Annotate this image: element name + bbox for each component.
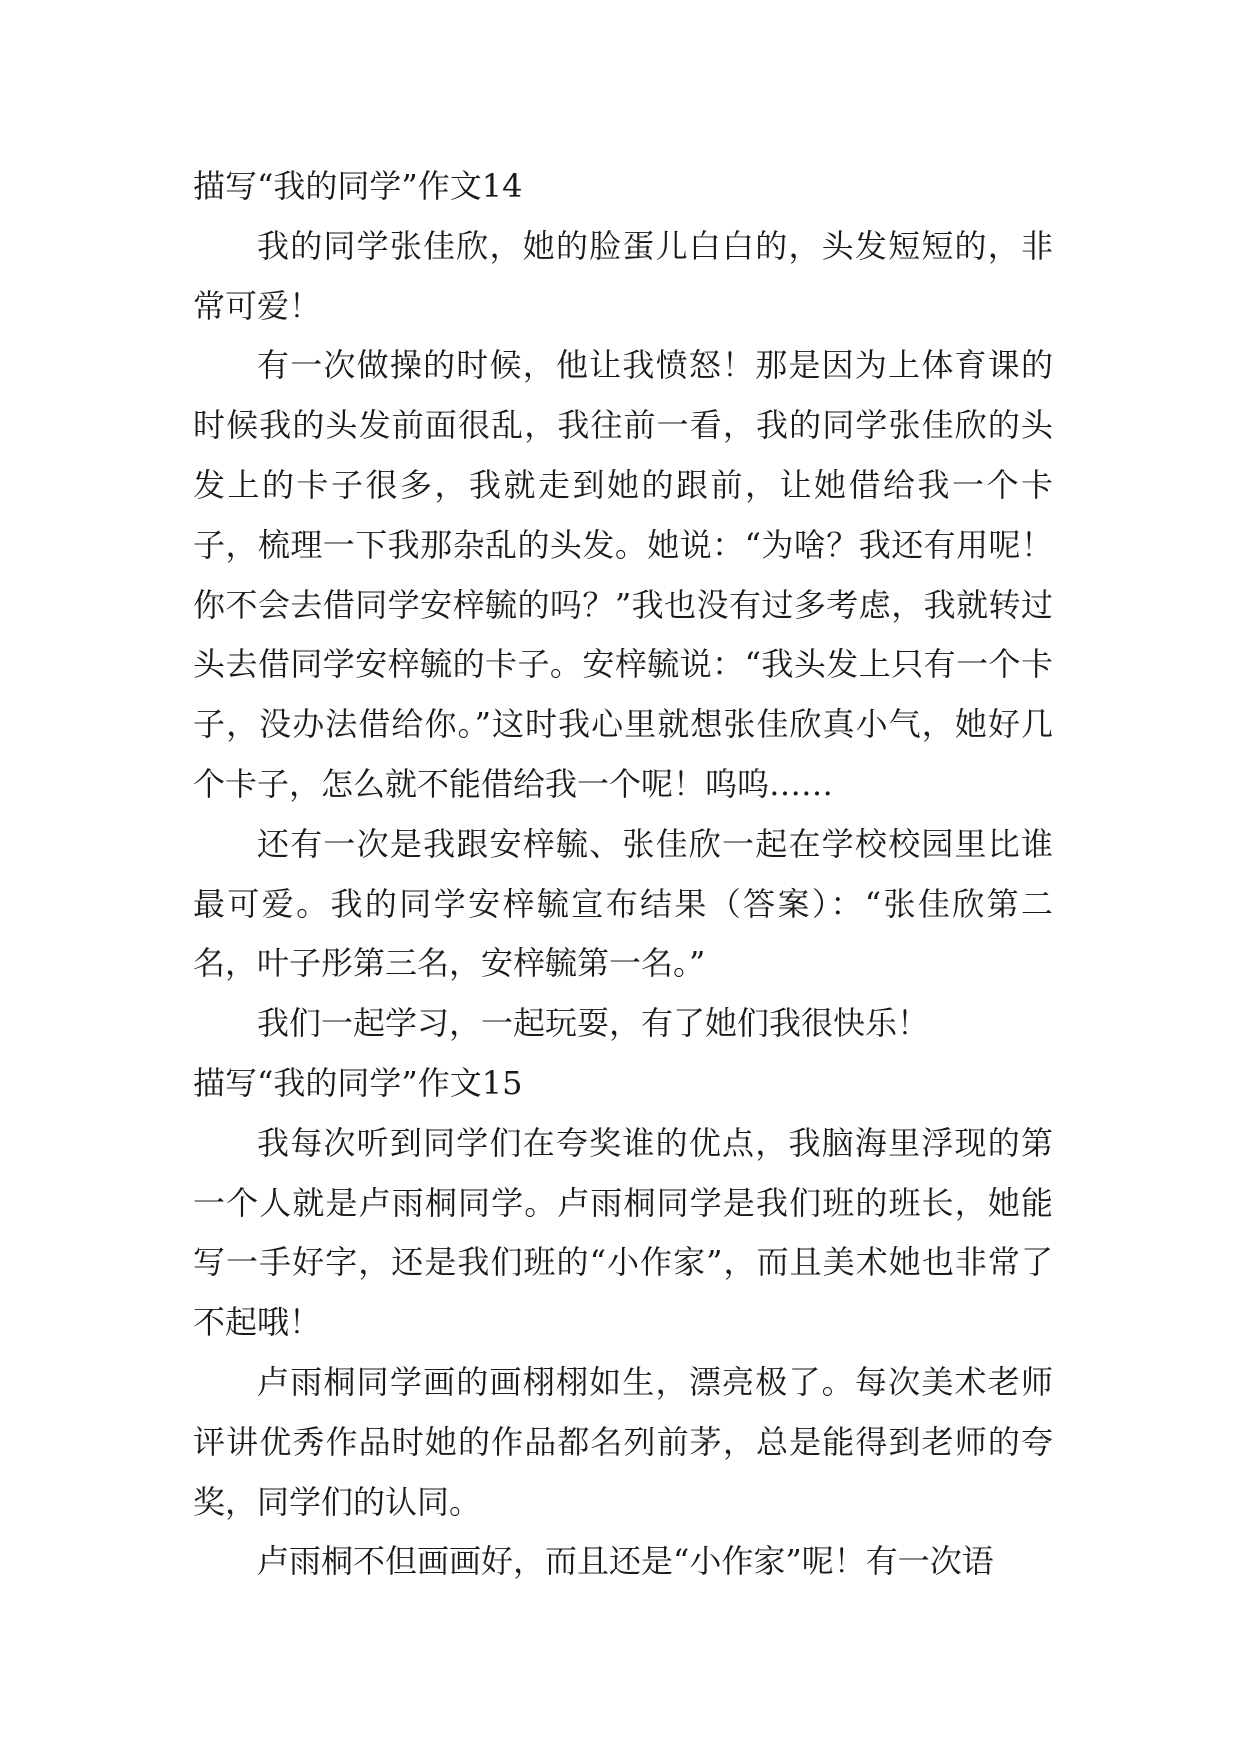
paragraph: 我每次听到同学们在夸奖谁的优点，我脑海里浮现的第一个人就是卢雨桐同学。卢雨桐同学是我们班的班长，她能写一手好字，还是我们班的“小作家”，而且美术她也非常了不起哦！ <box>193 1123 1053 1342</box>
paragraph: 还有一次是我跟安梓毓、张佳欣一起在学校校园里比谁最可爱。我的同学安梓毓宣布结果（答案）：“张佳欣第二名，叶子彤第三名，安梓毓第一名。” <box>193 824 1053 983</box>
essay-heading-15: 描写“我的同学”作文15 <box>193 1063 523 1102</box>
paragraph: 我的同学张佳欣，她的脸蛋儿白白的，头发短短的，非常可爱！ <box>193 226 1053 325</box>
paragraph: 有一次做操的时候，他让我愤怒！那是因为上体育课的时候我的头发前面很乱，我往前一看，我的同学张佳欣的头发上的卡子很多，我就走到她的跟前，让她借给我一个卡子，梳理一下我那杂乱的头发。她说：“为啥？我还有用呢！你不会去借同学安梓毓的吗？”我也没有过多考虑，我就转过头去借同学安梓毓的卡子。安梓毓说：“我头发上只有一个卡子，没办法借给你。”这时我心里就想张佳欣真小气，她好几个卡子，怎么就不能借给我一个呢！呜呜…… <box>193 346 1053 803</box>
paragraph: 卢雨桐不但画画好，而且还是“小作家”呢！有一次语 <box>257 1542 994 1581</box>
essay-heading-14: 描写“我的同学”作文14 <box>193 167 523 205</box>
paragraph: 我们一起学习，一起玩耍，有了她们我很快乐！ <box>257 1004 930 1043</box>
essay-text <box>193 157 1053 1592</box>
paragraph: 卢雨桐同学画的画栩栩如生，漂亮极了。每次美术老师评讲优秀作品时她的作品都名列前茅，总是能得到老师的夸奖，同学们的认同。 <box>193 1362 1053 1521</box>
